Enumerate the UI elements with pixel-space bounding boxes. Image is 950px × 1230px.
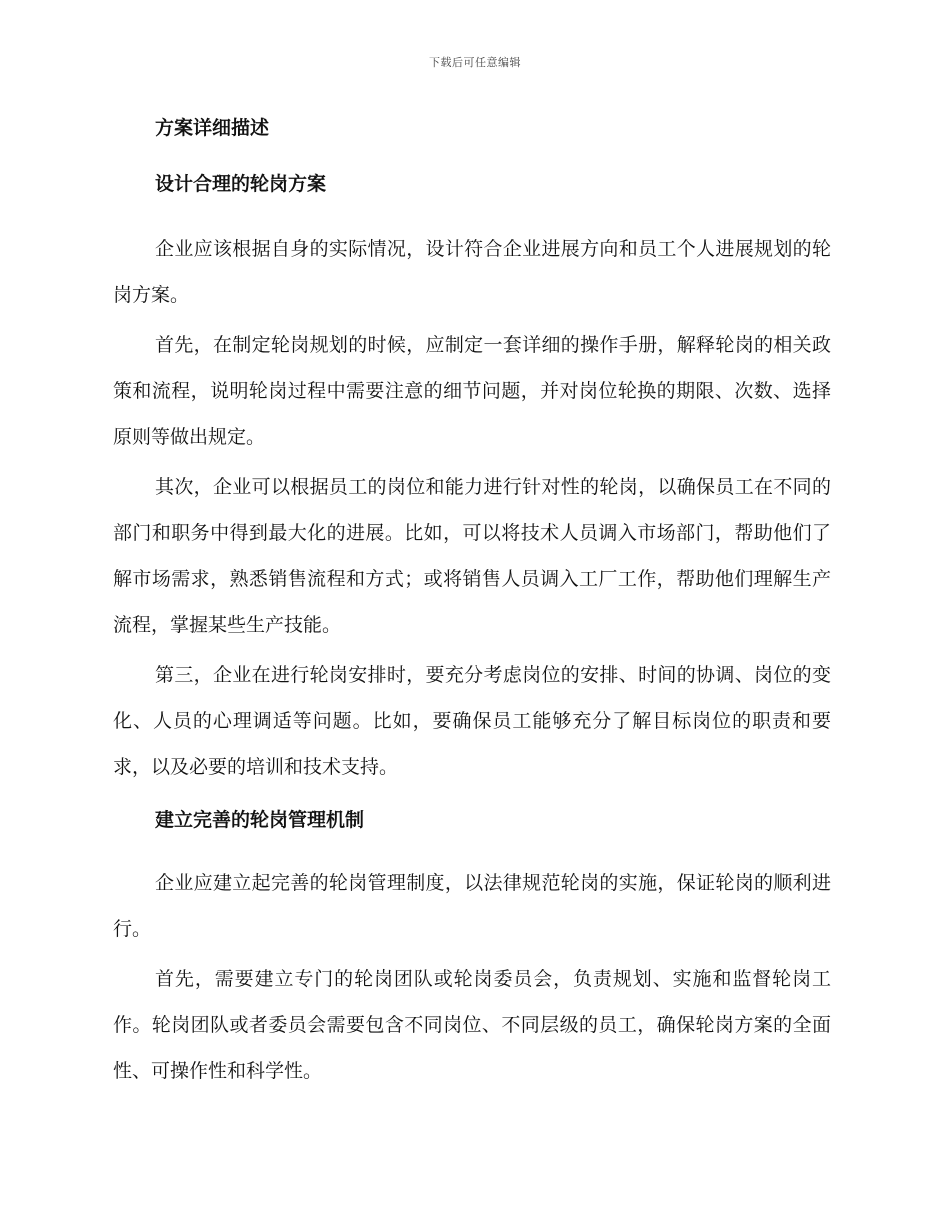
paragraph: 首先，在制定轮岗规划的时候，应制定一套详细的操作手册，解释轮岗的相关政策和流程，说明轮岗过程中需要注意的细节问题，并对岗位轮换的期限、次数、选择原则等做出规定。 <box>113 334 831 448</box>
paragraph: 其次，企业可以根据员工的岗位和能力进行针对性的轮岗，以确保员工在不同的部门和职务中得到最大化的进展。比如，可以将技术人员调入市场部门，帮助他们了解市场需求，熟悉销售流程和方式；或将销售人员调入工厂工作，帮助他们理解生产流程，掌握某些生产技能。 <box>113 476 831 636</box>
paragraph: 企业应该根据自身的实际情况，设计符合企业进展方向和员工个人进展规划的轮岗方案。 <box>113 238 831 306</box>
document-body <box>113 112 831 1098</box>
paragraph: 第三，企业在进行轮岗安排时，要充分考虑岗位的安排、时间的协调、岗位的变化、人员的心理调适等问题。比如，要确保员工能够充分了解目标岗位的职责和要求，以及必要的培训和技术支持。 <box>113 664 831 778</box>
subsection-title-rotation-plan: 设计合理的轮岗方案 <box>155 173 327 195</box>
paragraph: 首先，需要建立专门的轮岗团队或轮岗委员会，负责规划、实施和监督轮岗工作。轮岗团队或者委员会需要包含不同岗位、不同层级的员工，确保轮岗方案的全面性、可操作性和科学性。 <box>113 968 831 1082</box>
subsection-title-management-mechanism: 建立完善的轮岗管理机制 <box>155 809 365 831</box>
paragraph: 企业应建立起完善的轮岗管理制度，以法律规范轮岗的实施，保证轮岗的顺利进行。 <box>113 872 831 940</box>
section-title: 方案详细描述 <box>155 117 270 139</box>
download-edit-note: 下载后可任意编辑 <box>429 56 521 69</box>
